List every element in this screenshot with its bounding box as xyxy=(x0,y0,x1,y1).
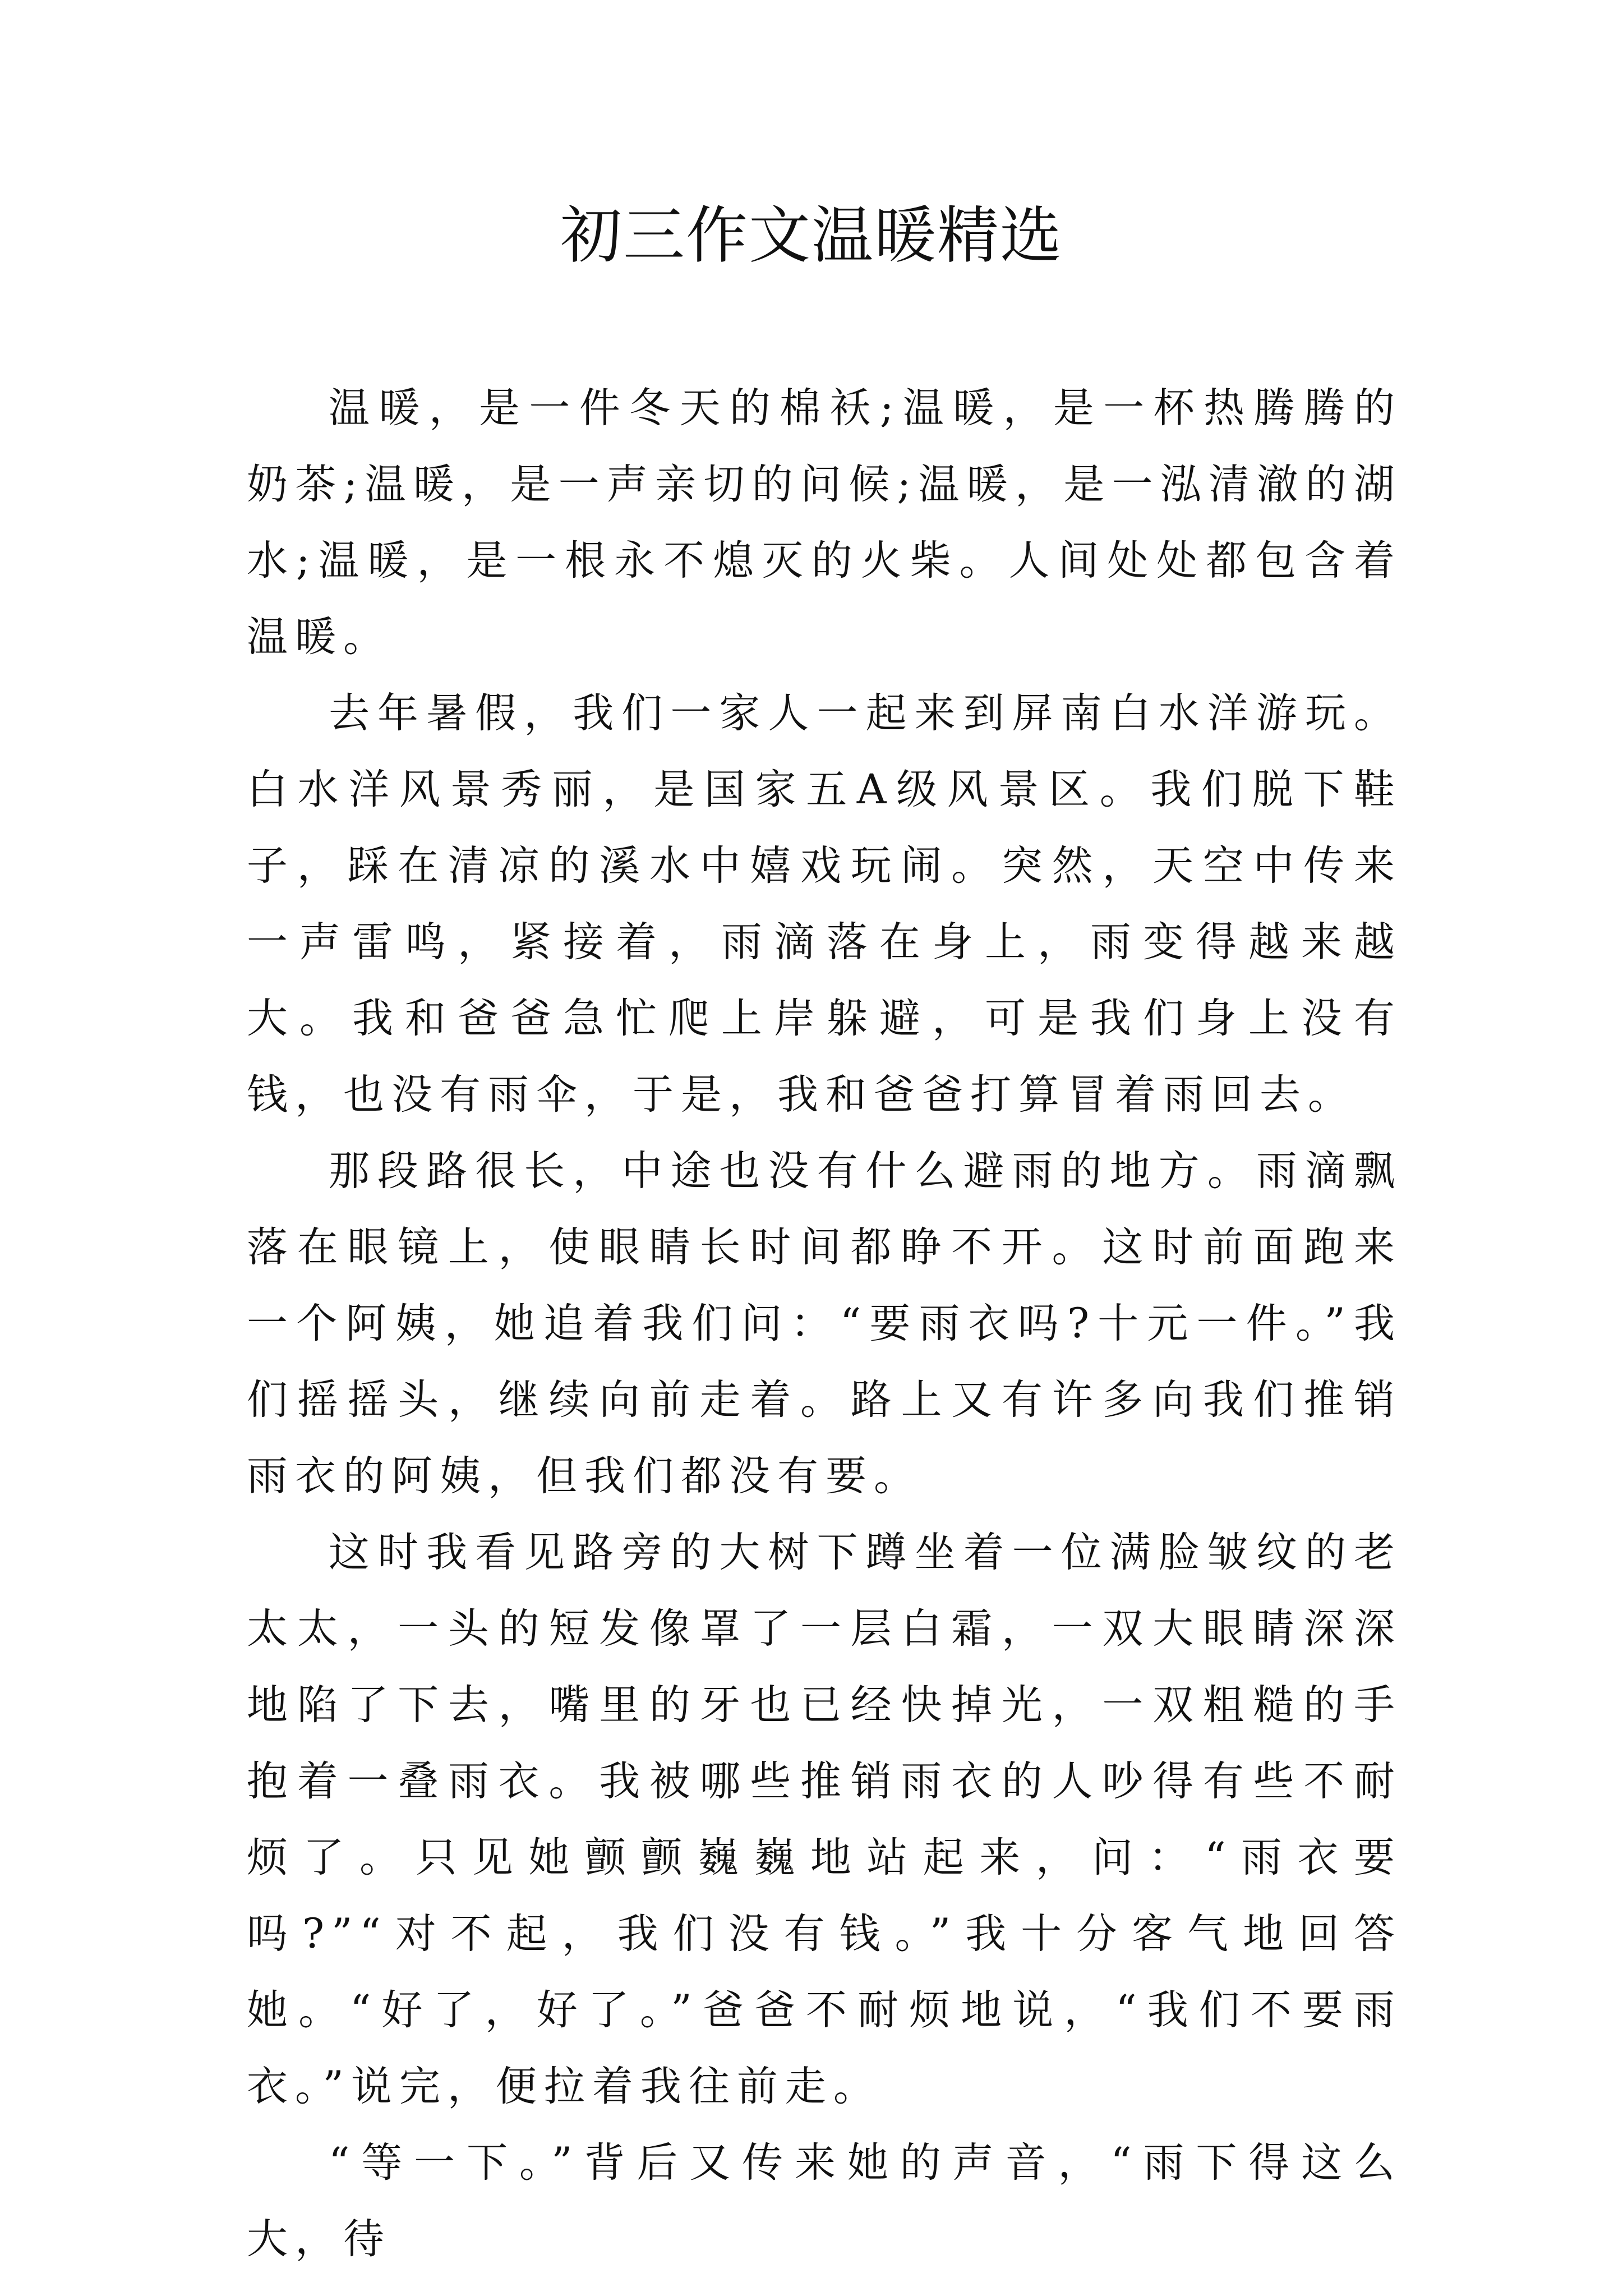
paragraph-3: 那段路很长，中途也没有什么避雨的地方。雨滴飘落在眼镜上，使眼睛长时间都睁不开。这时前面跑来一个阿姨，她追着我们问：“要雨衣吗?十元一件。”我们摇摇头，继续向前走着。路上又有许多向我们推销雨衣的阿姨，但我们都没有要。 xyxy=(247,1147,1402,1500)
paragraph-2: 去年暑假，我们一家人一起来到屏南白水洋游玩。白水洋风景秀丽，是国家五A级风景区。我们脱下鞋子，踩在清凉的溪水中嬉戏玩闹。突然，天空中传来一声雷鸣，紧接着，雨滴落在身上，雨变得越来越大。我和爸爸急忙爬上岸躲避，可是我们身上没有钱，也没有雨伞，于是，我和爸爸打算冒着雨回去。 xyxy=(247,689,1402,1119)
paragraph-4: 这时我看见路旁的大树下蹲坐着一位满脸皱纹的老太太，一头的短发像罩了一层白霜，一双大眼睛深深地陷了下去，嘴里的牙也已经快掉光，一双粗糙的手抱着一叠雨衣。我被哪些推销雨衣的人吵得有些不耐烦了。只见她颤颤巍巍地站起来，问：“雨衣要吗?”“对不起，我们没有钱。”我十分客气地回答她。“好了，好了。”爸爸不耐烦地说，“我们不要雨衣。”说完，便拉着我往前走。 xyxy=(247,1529,1402,2110)
document-title: 初三作文温暖精选 xyxy=(560,200,1063,272)
paragraph-5: “等一下。”背后又传来她的声音，“雨下得这么大，待 xyxy=(247,2139,1402,2263)
paragraph-1: 温暖，是一件冬天的棉袄;温暖，是一杯热腾腾的奶茶;温暖，是一声亲切的问候;温暖，是一泓清澈的湖水;温暖，是一根永不熄灭的火柴。人间处处都包含着温暖。 xyxy=(247,384,1402,661)
document-body xyxy=(247,370,1402,2277)
